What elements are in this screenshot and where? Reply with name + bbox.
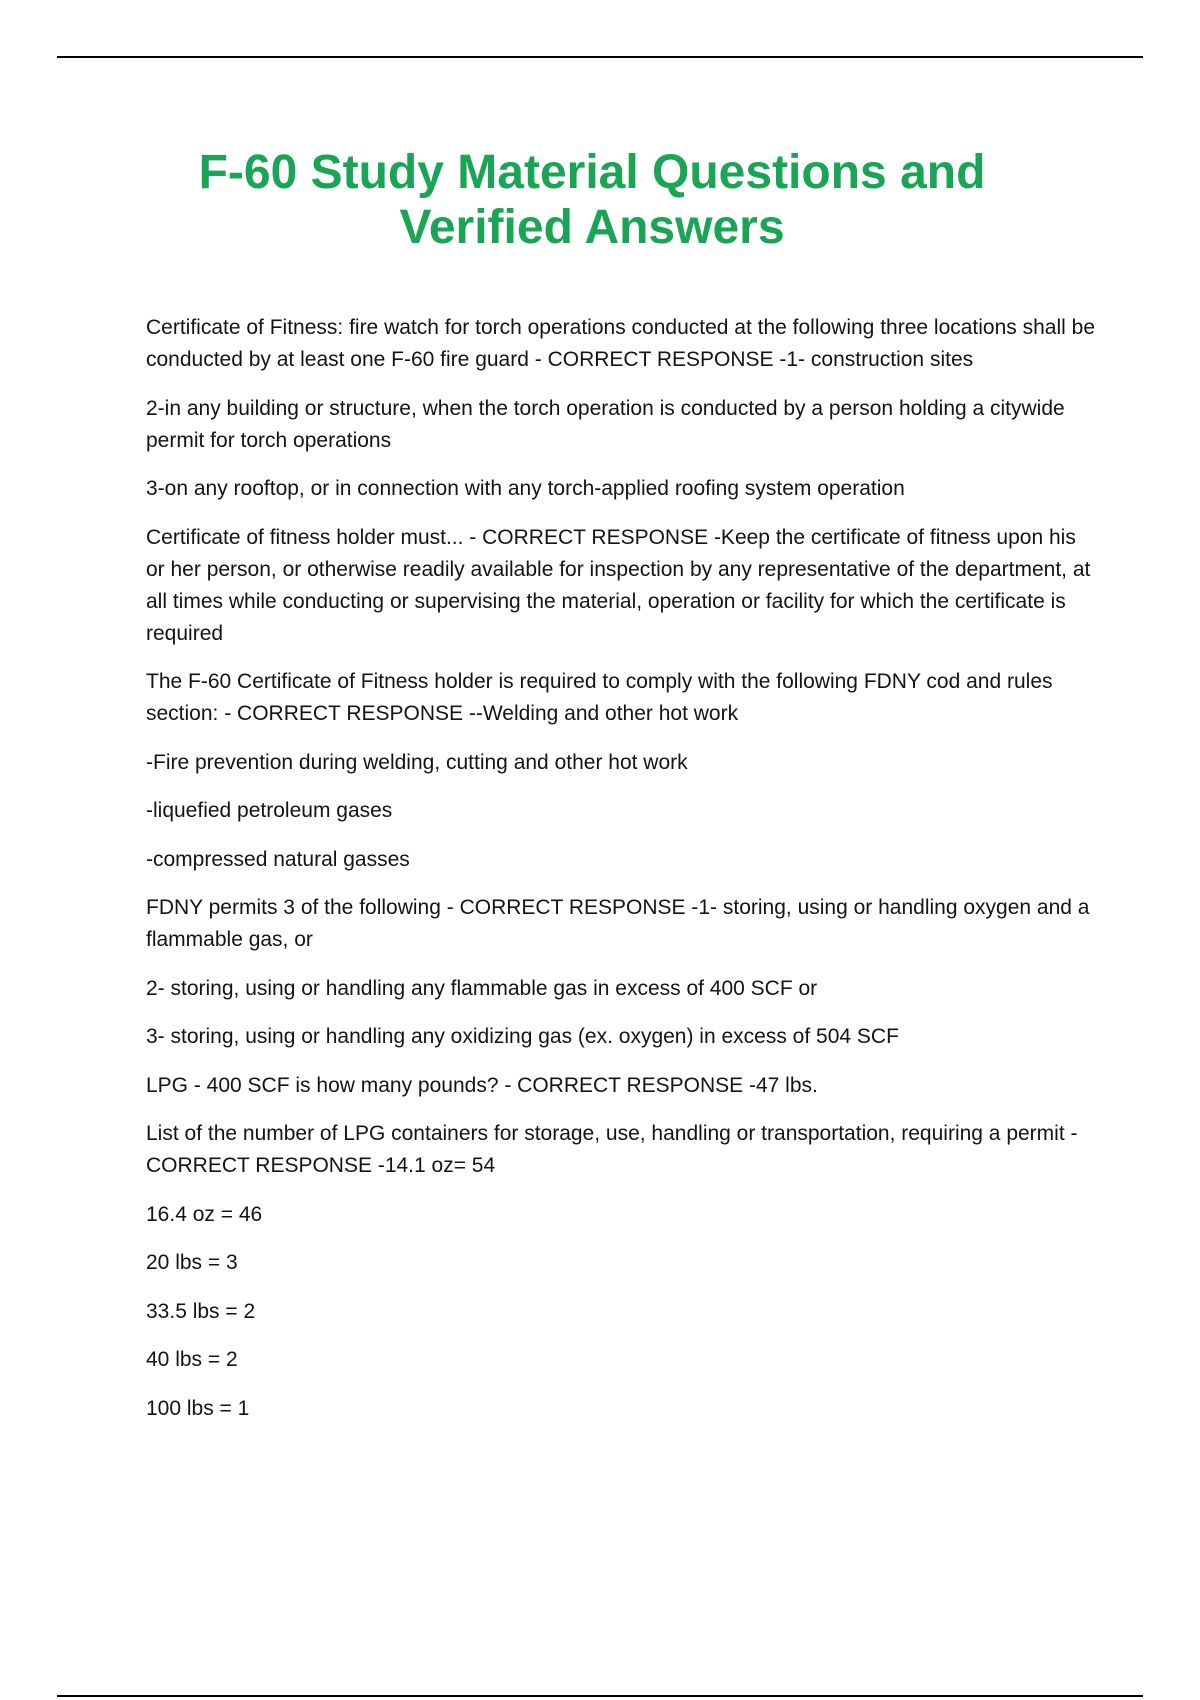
paragraph: 20 lbs = 3 <box>146 1251 238 1274</box>
paragraph: 2-in any building or structure, when the torch operation is conducted by a person holding a citywide permit for torch operations <box>146 396 1065 452</box>
paragraph: 100 lbs = 1 <box>146 1396 250 1420</box>
paragraph: 40 lbs = 2 <box>146 1348 238 1371</box>
paragraph: 3- storing, using or handling any oxidizing gas (ex. oxygen) in excess of 504 SCF <box>146 1025 899 1048</box>
document-body <box>146 312 1096 1441</box>
paragraph: 16.4 oz = 46 <box>146 1202 263 1226</box>
paragraph: Certificate of Fitness: fire watch for torch operations conducted at the following three locations shall be conducted by at least one F-60 fire guard - CORRECT RESPONSE -1- construction sites <box>146 316 1095 371</box>
paragraph: Certificate of fitness holder must... - CORRECT RESPONSE -Keep the certificate of fitness upon his or her person, or otherwise readily available for inspection by any representative of the department, at all times while conducting or supervising the material, operation or facility for which the certificate is required <box>146 525 1091 645</box>
paragraph: 3-on any rooftop, or in connection with any torch-applied roofing system operation <box>146 477 905 500</box>
paragraph: 2- storing, using or handling any flammable gas in excess of 400 SCF or <box>146 976 818 1000</box>
document-title: F-60 Study Material Questions and Verified Answers <box>198 146 986 254</box>
paragraph: FDNY permits 3 of the following - CORRECT RESPONSE -1- storing, using or handling oxygen and a flammable gas, or <box>146 896 1090 951</box>
paragraph: -liquefied petroleum gases <box>146 799 393 822</box>
paragraph: -compressed natural gasses <box>146 847 410 871</box>
paragraph: -Fire prevention during welding, cutting and other hot work <box>146 750 688 774</box>
paragraph: LPG - 400 SCF is how many pounds? - CORRECT RESPONSE -47 lbs. <box>146 1073 818 1097</box>
paragraph: List of the number of LPG containers for storage, use, handling or transportation, requiring a permit - CORRECT RESPONSE -14.1 oz= 54 <box>146 1122 1078 1177</box>
paragraph: The F-60 Certificate of Fitness holder is required to comply with the following FDNY cod and rules section: - CORRECT RESPONSE --Welding and other hot work <box>146 670 1053 725</box>
paragraph: 33.5 lbs = 2 <box>146 1299 256 1323</box>
bottom-rule <box>57 1695 1143 1697</box>
top-rule <box>57 56 1143 58</box>
